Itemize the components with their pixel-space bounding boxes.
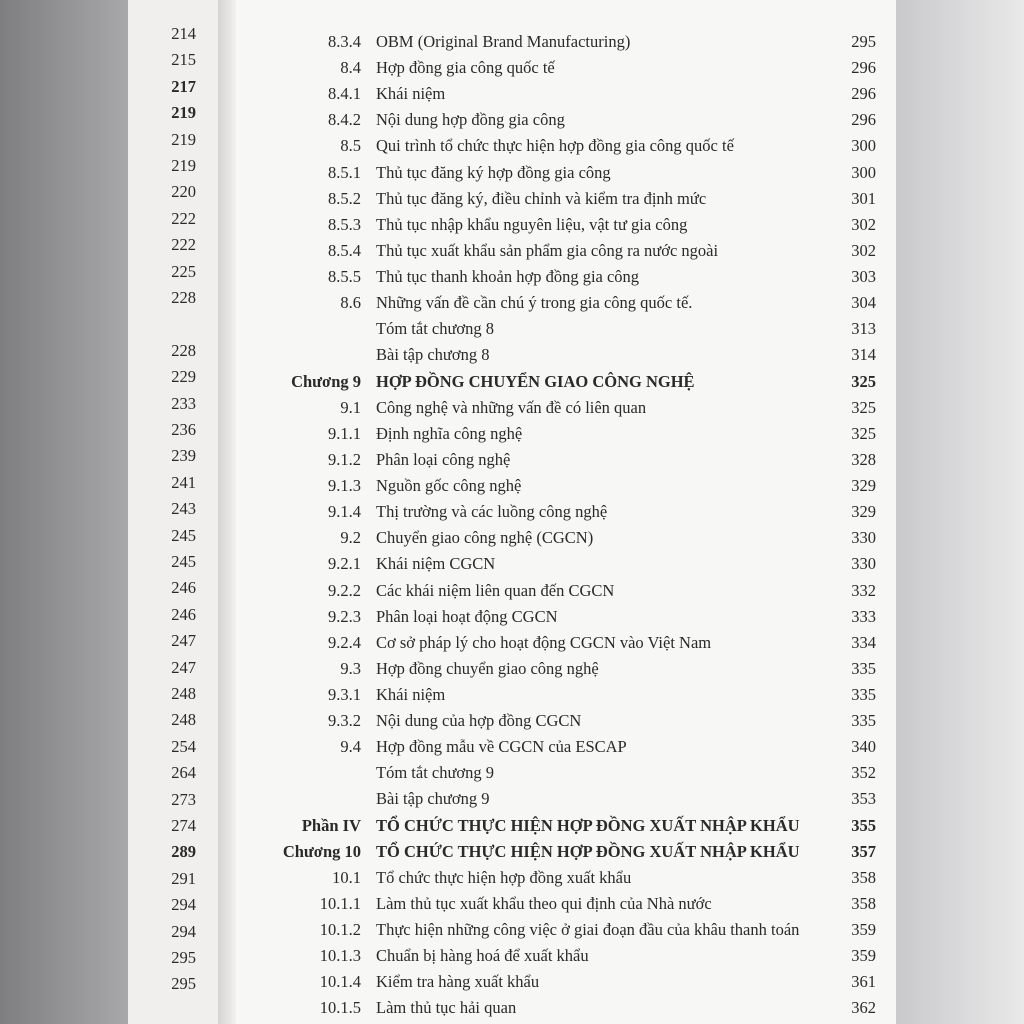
left-page-number: 294 (171, 895, 196, 915)
toc-entry[interactable] (260, 188, 876, 210)
toc-entry-number: 10.1 (332, 867, 361, 887)
left-page-number: 219 (171, 129, 196, 149)
toc-entry-number: 10.1.4 (319, 972, 361, 992)
toc-entry-page: 335 (851, 685, 876, 704)
toc-entry-page: 304 (851, 293, 876, 313)
book-gutter (218, 0, 236, 1024)
toc-entry[interactable] (260, 214, 876, 236)
toc-entry-page: 362 (851, 998, 876, 1018)
toc-entry-page: 330 (851, 528, 876, 548)
toc-entry[interactable] (260, 684, 876, 706)
toc-entry-page: 335 (851, 658, 876, 678)
toc-entry-page: 353 (851, 789, 876, 809)
toc-entry-number: 9.2.3 (328, 606, 361, 626)
left-page-number: 222 (171, 235, 196, 255)
toc-entry-number: 10.1.5 (319, 998, 361, 1018)
toc-entry[interactable] (260, 893, 876, 915)
toc-entry-number: Phần IV (301, 815, 361, 835)
toc-entry-page: 361 (851, 972, 876, 992)
left-page-number: 248 (171, 710, 196, 730)
toc-entry-page: 334 (851, 632, 876, 652)
toc-entry-number: 9.4 (340, 737, 361, 757)
toc-entry-title: Hợp đồng mẫu về CGCN của ESCAP (376, 737, 627, 757)
toc-entry[interactable] (260, 475, 876, 497)
toc-entry-page: 296 (851, 58, 876, 78)
toc-entry-title: TỔ CHỨC THỰC HIỆN HỢP ĐỒNG XUẤT NHẬP KHẨU (376, 841, 800, 861)
toc-entry-title: Tóm tắt chương 9 (376, 763, 495, 783)
toc-entry-title: Tổ chức thực hiện hợp đồng xuất khẩu (376, 867, 632, 887)
toc-entry-title: Thủ tục đăng ký hợp đồng gia công (376, 162, 611, 182)
toc-entry-number: 9.2.2 (328, 580, 361, 600)
toc-entry[interactable] (260, 371, 876, 393)
toc-entry-page: 325 (851, 371, 876, 391)
toc-entry-title: HỢP ĐỒNG CHUYỂN GIAO CÔNG NGHỆ (376, 371, 695, 391)
left-page-number: 246 (171, 604, 196, 624)
left-page-number: 245 (171, 552, 196, 571)
left-page-number: 264 (171, 763, 196, 783)
toc-entry-page: 300 (851, 162, 876, 182)
toc-entry[interactable] (260, 580, 876, 602)
toc-entry-page: 296 (851, 84, 876, 104)
toc-entry[interactable] (260, 109, 876, 131)
toc-entry-title: Nội dung hợp đồng gia công (376, 110, 565, 130)
toc-entry-title: Thủ tục xuất khẩu sản phẩm gia công ra nước ngoài (376, 240, 719, 260)
toc-entry[interactable] (260, 736, 876, 758)
toc-entry-page: 358 (851, 867, 876, 887)
left-page-number: 273 (171, 789, 196, 809)
toc-entry[interactable] (260, 449, 876, 471)
right-page-edge (896, 0, 1024, 1024)
toc-entry-number: 8.5.2 (328, 188, 361, 208)
left-page-number: 217 (171, 76, 196, 96)
toc-entry-number: 9.2.1 (328, 554, 361, 574)
toc-entry[interactable] (260, 867, 876, 889)
left-page-number: 220 (171, 182, 196, 202)
toc-entry[interactable] (260, 397, 876, 419)
left-page-number: 295 (171, 974, 196, 994)
toc-entry-title: Khái niệm CGCN (376, 554, 496, 574)
toc-entry-title: Thủ tục đăng ký, điều chỉnh và kiểm tra định mức (376, 188, 707, 208)
left-page-number: 229 (171, 367, 196, 387)
toc-entry-title: Phân loại công nghệ (376, 449, 511, 469)
toc-entry-number: 9.3.1 (328, 685, 361, 704)
toc-entry-number: Chương 9 (291, 371, 361, 391)
toc-entry-title: Phân loại hoạt động CGCN (376, 606, 558, 626)
toc-entry-number: 9.2.4 (328, 632, 361, 652)
toc-entry-page: 295 (851, 32, 876, 51)
toc-entry-page: 352 (851, 763, 876, 783)
toc-entry[interactable] (260, 710, 876, 732)
toc-entry-title: Tóm tắt chương 8 (376, 319, 495, 339)
left-page-number: 219 (171, 156, 196, 175)
toc-entry-title: Bài tập chương 9 (376, 789, 490, 809)
toc-entry-title: Qui trình tổ chức thực hiện hợp đồng gia công quốc tế (376, 136, 734, 156)
toc-entry-page: 330 (851, 554, 876, 574)
toc-entry-number: 8.6 (340, 293, 361, 313)
toc-entry[interactable] (260, 945, 876, 967)
toc-entry[interactable] (260, 423, 876, 445)
toc-entry-number: 8.4.2 (328, 110, 361, 130)
toc-entry-number: 9.1 (340, 397, 361, 417)
toc-entry-page: 329 (851, 476, 876, 496)
toc-entry-page: 332 (851, 580, 876, 600)
toc-entry-title: OBM (Original Brand Manufacturing) (376, 32, 631, 51)
toc-entry-page: 333 (851, 606, 876, 626)
left-page-number: 219 (171, 103, 196, 123)
toc-entry-page: 329 (851, 502, 876, 522)
toc-entry-page: 301 (851, 188, 876, 208)
toc-entry[interactable] (260, 501, 876, 523)
toc-entry[interactable] (260, 762, 876, 784)
toc-entry-page: 340 (851, 737, 876, 757)
toc-entry-number: 9.2 (340, 528, 361, 548)
left-page-number: 236 (171, 420, 196, 439)
left-page-number: 243 (171, 499, 196, 519)
toc-entry-number: 8.5 (340, 136, 361, 156)
toc-entry-title: Làm thủ tục hải quan (376, 998, 517, 1018)
toc-entry-title: Kiểm tra hàng xuất khẩu (376, 972, 540, 992)
toc-entry-title: Làm thủ tục xuất khẩu theo qui định của Nhà nước (376, 893, 712, 913)
left-page-number: 247 (171, 657, 196, 677)
toc-entry[interactable] (260, 344, 876, 366)
toc-entry[interactable] (260, 919, 876, 941)
left-page-number: 247 (171, 631, 196, 651)
left-page-number: 214 (171, 24, 196, 43)
toc-entry-title: Thị trường và các luồng công nghệ (376, 502, 608, 522)
toc-entry-number: 8.3.4 (328, 32, 361, 51)
toc-entry[interactable] (260, 135, 876, 157)
toc-entry-page: 359 (851, 920, 876, 940)
left-page-number: 241 (171, 472, 196, 492)
toc-entry[interactable] (260, 632, 876, 654)
toc-entry-page: 314 (851, 345, 876, 365)
left-page-number: 295 (171, 948, 196, 967)
left-page-number: 246 (171, 578, 196, 598)
toc-entry-title: Hợp đồng gia công quốc tế (376, 58, 555, 78)
toc-entry-title: Nội dung của hợp đồng CGCN (376, 711, 582, 731)
toc-entry-title: Thủ tục nhập khẩu nguyên liệu, vật tư gia công (376, 214, 688, 234)
toc-entry[interactable] (260, 162, 876, 184)
toc-entry[interactable] (260, 658, 876, 680)
left-page-number: 291 (171, 868, 196, 888)
toc-entry-number: 8.4 (340, 58, 361, 78)
left-page-number: 274 (171, 816, 196, 835)
toc-entry-number: 9.1.1 (328, 423, 361, 443)
toc-entry-title: Hợp đồng chuyển giao công nghệ (376, 658, 599, 678)
toc-entry[interactable] (260, 266, 876, 288)
toc-entry[interactable] (260, 815, 876, 837)
toc-entry-page: 302 (851, 240, 876, 260)
toc-entry-page: 313 (851, 319, 876, 339)
toc-entry-title: Nguồn gốc công nghệ (376, 476, 522, 496)
left-page-edge (0, 0, 128, 1024)
toc-entry-page: 335 (851, 711, 876, 731)
toc-entry-number: 8.4.1 (328, 84, 361, 104)
toc-entry-title: Cơ sở pháp lý cho hoạt động CGCN vào Việt Nam (376, 632, 712, 652)
toc-entry-title: Thủ tục thanh khoản hợp đồng gia công (376, 267, 640, 287)
left-page-number: 215 (171, 50, 196, 70)
toc-entry-title: Chuẩn bị hàng hoá để xuất khẩu (376, 946, 589, 966)
toc-entry-number: 9.3.2 (328, 711, 361, 731)
toc-entry-number: 10.1.1 (319, 893, 361, 913)
toc-entry-page: 325 (851, 397, 876, 417)
left-page-number: 228 (171, 340, 196, 360)
toc-entry-number: 9.1.3 (328, 476, 361, 496)
toc-entry[interactable] (260, 83, 876, 105)
toc-entry-number: 10.1.2 (319, 920, 361, 940)
toc-entry-number: 8.5.4 (328, 240, 361, 260)
toc-entry[interactable] (260, 527, 876, 549)
left-page-number: 228 (171, 288, 196, 307)
left-page-number: 254 (171, 736, 196, 756)
toc-entry-page: 355 (851, 815, 876, 835)
left-page-number: 245 (171, 525, 196, 545)
toc-entry[interactable] (260, 292, 876, 314)
toc-entry-page: 303 (851, 267, 876, 287)
toc-entry-number: Chương 10 (282, 841, 361, 861)
toc-entry-title: Thực hiện những công việc ở giai đoạn đầu của khâu thanh toán (376, 920, 800, 940)
toc-entry-page: 296 (851, 110, 876, 130)
toc-entry-title: Những vấn đề cần chú ý trong gia công quốc tế. (376, 293, 693, 313)
toc-entry-page: 328 (851, 449, 876, 469)
toc-entry-number: 10.1.3 (319, 946, 361, 966)
left-page-number: 289 (171, 842, 196, 862)
toc-entry-number: 9.1.4 (328, 502, 361, 522)
toc-entry-number: 9.3 (340, 658, 361, 678)
toc-entry-page: 300 (851, 136, 876, 156)
toc-entry[interactable] (260, 553, 876, 575)
toc-entry[interactable] (260, 841, 876, 863)
toc-entry-number: 9.1.2 (328, 449, 361, 469)
toc-entry-number: 8.5.5 (328, 267, 361, 287)
toc-entry[interactable] (260, 971, 876, 993)
toc-entry-page: 325 (851, 423, 876, 443)
toc-entry-page: 302 (851, 214, 876, 234)
toc-entry-title: Các khái niệm liên quan đến CGCN (376, 580, 615, 600)
toc-entry-title: Khái niệm (376, 685, 446, 704)
toc-entry-title: Công nghệ và những vấn đề có liên quan (376, 397, 647, 417)
toc-entry[interactable] (260, 606, 876, 628)
left-page-number: 239 (171, 446, 196, 466)
left-page-number: 248 (171, 684, 196, 703)
toc-entry[interactable] (260, 31, 876, 53)
toc-entry[interactable] (260, 997, 876, 1019)
left-page-number: 294 (171, 921, 196, 941)
toc-entry-number: 8.5.1 (328, 162, 361, 182)
toc-entry-page: 358 (851, 893, 876, 913)
toc-entry[interactable] (260, 318, 876, 340)
toc-entry-page: 359 (851, 946, 876, 966)
toc-entry-title: Khái niệm (376, 84, 446, 104)
toc-entry-number: 8.5.3 (328, 214, 361, 234)
left-page-number: 233 (171, 393, 196, 413)
left-page-number: 225 (171, 261, 196, 281)
left-page-number: 222 (171, 208, 196, 228)
toc-entry-title: TỔ CHỨC THỰC HIỆN HỢP ĐỒNG XUẤT NHẬP KHẨU (376, 815, 800, 835)
toc-entry-title: Bài tập chương 8 (376, 345, 490, 365)
toc-entry-page: 357 (851, 841, 876, 861)
toc-entry-title: Định nghĩa công nghệ (376, 423, 523, 443)
toc-entry[interactable] (260, 57, 876, 79)
toc-entry-title: Chuyển giao công nghệ (CGCN) (376, 528, 594, 548)
toc-entry[interactable] (260, 240, 876, 262)
toc-entry[interactable] (260, 788, 876, 810)
